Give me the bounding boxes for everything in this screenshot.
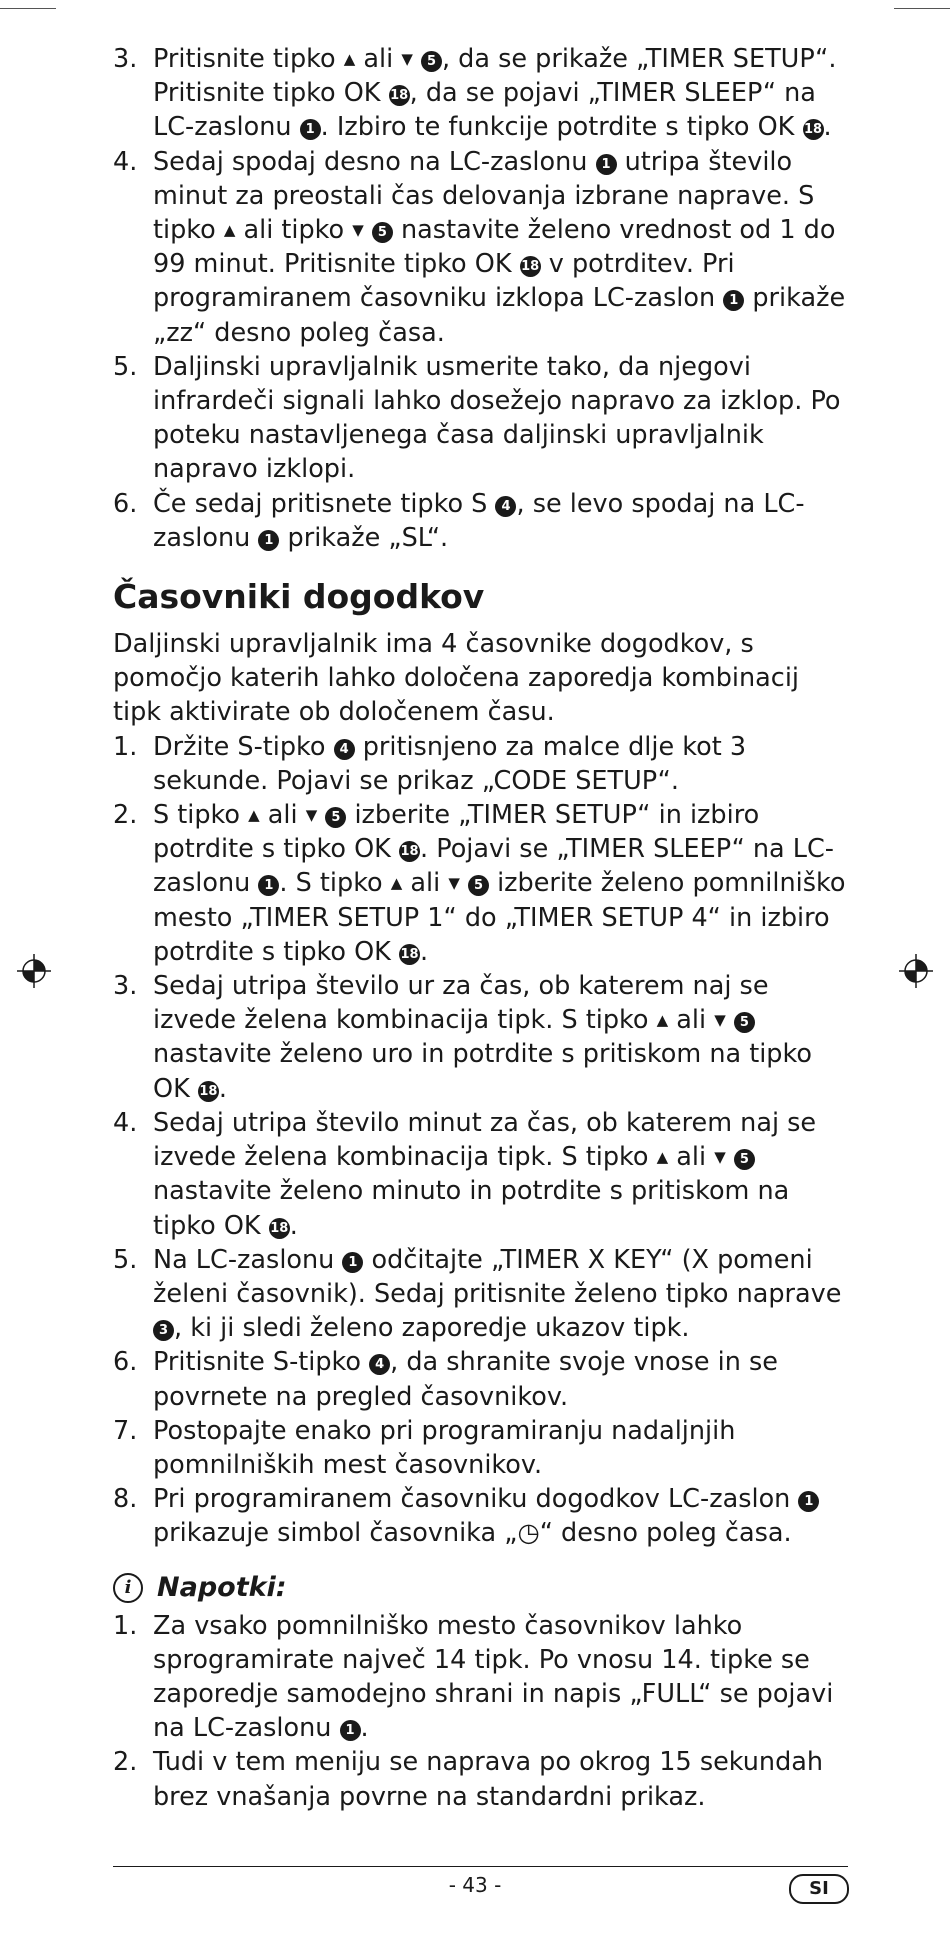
notes-heading (113, 1571, 848, 1605)
text-segment: , se levo spodaj na LC-zaslonu (153, 488, 805, 553)
list-item (113, 1745, 848, 1813)
text-segment (317, 800, 325, 830)
list-item-text (153, 1747, 823, 1811)
reference-number-badge: 18 (520, 256, 541, 277)
list-item-number: 3. (113, 971, 138, 1002)
text-segment: ali (259, 800, 306, 831)
reference-number-badge: 3 (153, 1320, 174, 1341)
text-segment: . S tipko (279, 868, 391, 899)
arrow-up-icon: ▲ (390, 874, 403, 893)
notes-list (113, 1609, 848, 1814)
list-item-text (153, 147, 845, 348)
list-item-text (153, 1347, 778, 1411)
timer-sleep-steps-list (113, 42, 848, 555)
text-segment: nastavite želeno uro in potrdite s pritiskom na tipko OK (153, 1039, 812, 1104)
text-segment: Sedaj spodaj desno na LC-zaslonu (153, 146, 596, 177)
list-item-text (153, 489, 805, 553)
arrow-down-icon: ▼ (448, 874, 460, 893)
text-segment (364, 215, 372, 245)
arrow-up-icon: ▲ (223, 221, 236, 240)
text-segment: Postopajte enako pri programiranju nadaljnjih pomnilniških mest časovnikov. (153, 1415, 736, 1480)
text-segment: Pritisnite tipko (153, 44, 344, 74)
text-segment: Pri programiranem časovniku dogodkov LC-zaslon (153, 1484, 799, 1515)
reference-number-badge: 4 (369, 1354, 390, 1375)
list-item-text (153, 1484, 819, 1548)
text-segment: Sedaj utripa število ur za čas, ob katerem naj se izvede želena kombinacija tipk. S tipko (153, 971, 769, 1036)
list-item-text (153, 971, 812, 1104)
text-segment: ali (668, 1005, 715, 1036)
reference-number-badge: 18 (803, 119, 824, 140)
reference-number-badge: 18 (399, 944, 420, 965)
registration-mark-left-icon (17, 954, 51, 988)
reference-number-badge: 5 (421, 51, 442, 72)
text-segment: Za vsako pomnilniško mesto časovnikov lahko sprogramirate največ 14 tipk. Po vnosu 14. tipke se zaporedje samodejno shrani in napis „FULL“ se pojavi na LC-zaslonu (153, 1610, 834, 1744)
text-segment: izberite „TIMER SETUP“ in izbiro potrdite s tipko OK (153, 800, 760, 865)
list-item (113, 145, 848, 350)
list-item-number: 5. (113, 351, 138, 382)
text-segment: Na LC-zaslonu (153, 1244, 343, 1275)
arrow-down-icon: ▼ (401, 50, 413, 68)
list-item (113, 730, 848, 798)
text-segment: nastavite želeno minuto in potrdite s pritiskom na tipko OK (153, 1176, 790, 1241)
list-item (113, 487, 848, 555)
reference-number-badge: 4 (334, 739, 355, 760)
list-item (113, 42, 848, 145)
arrow-up-icon: ▲ (248, 806, 260, 825)
text-segment: Tudi v tem meniju se naprava po okrog 15 sekundah brez vnašanja povrne na standardni prikaz. (153, 1747, 824, 1812)
reference-number-badge: 4 (495, 496, 516, 517)
text-segment: . (420, 936, 429, 967)
arrow-up-icon: ▲ (343, 50, 356, 68)
text-segment: prikazuje simbol časovnika „ (153, 1518, 518, 1549)
list-item-text (153, 732, 746, 796)
text-segment: , da se pojavi „TIMER SLEEP“ na LC-zaslonu (153, 78, 816, 143)
text-segment: , da shranite svoje vnose in se povrnete na pregled časovnikov. (153, 1347, 778, 1412)
reference-number-badge: 1 (258, 530, 279, 551)
list-item-number: 5. (113, 1244, 138, 1275)
text-segment: Daljinski upravljalnik usmerite tako, da njegovi infrardeči signali lahko dosežejo napravo za izklop. Po poteku nastavljenega časa daljinski upravljalnik napravo izklopi. (153, 351, 841, 485)
text-segment: pritisnjeno za malce dlje kot 3 sekunde. Pojavi se prikaz „CODE SETUP“. (153, 731, 747, 796)
text-segment: , ki ji sledi želeno zaporedje ukazov tipk. (174, 1313, 690, 1344)
text-segment (726, 1142, 734, 1172)
text-segment: ali (355, 44, 402, 74)
list-item-text (153, 1245, 841, 1343)
text-segment: Pritisnite S-tipko (153, 1347, 370, 1378)
reference-number-badge: 1 (340, 1720, 361, 1741)
reference-number-badge: 1 (342, 1252, 363, 1273)
text-segment: . Pojavi se „TIMER SLEEP“ na LC-zaslonu (153, 834, 834, 899)
text-segment: prikaže „SL“. (279, 522, 449, 553)
list-item (113, 1609, 848, 1746)
list-item (113, 350, 848, 487)
page-content (113, 42, 848, 1814)
list-item-text (153, 44, 837, 142)
text-segment: odčitajte „TIMER X KEY“ (X pomeni želeni časovnik). Sedaj pritisnite želeno tipko naprave (153, 1244, 842, 1309)
arrow-down-icon: ▼ (305, 806, 318, 825)
arrow-down-icon: ▼ (714, 1148, 726, 1167)
list-item-number: 1. (113, 731, 138, 762)
reference-number-badge: 1 (596, 154, 617, 175)
reference-number-badge: 18 (389, 85, 410, 106)
list-item (113, 1414, 848, 1482)
text-segment (726, 1005, 734, 1035)
registration-mark-right-icon (899, 954, 933, 988)
text-segment: . (289, 1210, 298, 1241)
text-segment: ali (668, 1142, 715, 1173)
reference-number-badge: 5 (372, 222, 393, 243)
list-item-number: 7. (113, 1415, 138, 1446)
reference-number-badge: 18 (198, 1081, 219, 1102)
reference-number-badge: 1 (300, 119, 321, 140)
reference-number-badge: 1 (798, 1491, 819, 1512)
text-segment: Če sedaj pritisnete tipko S (153, 488, 496, 519)
reference-number-badge: 5 (734, 1012, 755, 1033)
reference-number-badge: 5 (325, 807, 346, 828)
list-item-number: 3. (113, 44, 138, 74)
list-item-text (153, 800, 845, 967)
text-segment: S tipko (153, 800, 249, 831)
list-item (113, 1243, 848, 1346)
list-item (113, 1345, 848, 1413)
text-segment (413, 44, 421, 74)
page-number: - 43 - (448, 1873, 502, 1897)
text-segment: . (823, 112, 832, 143)
reference-number-badge: 1 (258, 875, 279, 896)
text-segment: . Izbiro te funkcije potrdite s tipko OK (320, 112, 803, 143)
crop-mark-top-left (0, 8, 56, 9)
language-badge: SI (789, 1874, 849, 1904)
text-segment (460, 868, 468, 898)
list-item-number: 6. (113, 488, 138, 519)
reference-number-badge: 1 (723, 290, 744, 311)
reference-number-badge: 5 (468, 875, 489, 896)
event-timer-steps-list (113, 730, 848, 1551)
text-segment: v potrditev. Pri programiranem časovniku izklopa LC-zaslon (153, 249, 735, 314)
list-item-number: 6. (113, 1347, 138, 1378)
text-segment: ali tipko (235, 215, 353, 246)
arrow-down-icon: ▼ (352, 221, 364, 240)
list-item (113, 969, 848, 1106)
text-segment: izberite želeno pomnilniško mesto „TIMER SETUP 1“ do „TIMER SETUP 4“ in izbiro potrdite s tipko OK (153, 868, 846, 967)
reference-number-badge: 18 (399, 841, 420, 862)
list-item-number: 1. (113, 1610, 138, 1641)
text-segment: . (360, 1713, 369, 1744)
list-item-text (153, 1108, 816, 1241)
text-segment: Držite S-tipko (153, 731, 334, 762)
info-icon: i (113, 1573, 143, 1603)
text-segment: utripa število minut za preostali čas delovanja izbrane naprave. S tipko (153, 146, 815, 246)
list-item-number: 2. (113, 800, 138, 831)
text-segment: Sedaj utripa število minut za čas, ob katerem naj se izvede želena kombinacija tipk. S tipko (153, 1107, 817, 1173)
list-item (113, 798, 848, 969)
text-segment: nastavite želeno vrednost od 1 do 99 minut. Pritisnite tipko OK (153, 215, 836, 280)
reference-number-badge: 18 (269, 1218, 290, 1239)
arrow-down-icon: ▼ (714, 1011, 726, 1030)
text-segment: . (218, 1073, 228, 1104)
arrow-up-icon: ▲ (656, 1148, 669, 1167)
list-item-text (153, 1611, 833, 1744)
timer-icon: ◷ (517, 1518, 540, 1549)
list-item (113, 1482, 848, 1550)
section-intro: Daljinski upravljalnik ima 4 časovnike dogodkov, s pomočjo katerih lahko določena zaporedja kombinacij tipk aktivirate ob določenem času. (113, 629, 799, 728)
list-item-number: 8. (113, 1484, 138, 1515)
footer-rule (113, 1866, 848, 1867)
section-title: Časovniki dogodkov (113, 577, 485, 617)
notes-title: Napotki: (157, 1571, 287, 1603)
arrow-up-icon: ▲ (656, 1011, 669, 1030)
list-item-text (153, 1416, 735, 1480)
crop-mark-top-right (894, 8, 950, 9)
list-item (113, 1106, 848, 1243)
text-segment: prikaže „zz“ desno poleg časa. (153, 283, 846, 348)
text-segment: “ desno poleg časa. (539, 1518, 792, 1549)
list-item-text (153, 352, 841, 485)
text-segment: ali (402, 868, 449, 899)
list-item-number: 4. (113, 146, 138, 177)
list-item-number: 2. (113, 1747, 138, 1778)
text-segment: , da se prikaže „TIMER SETUP“. Pritisnite tipko OK (153, 44, 837, 109)
reference-number-badge: 5 (734, 1149, 755, 1170)
list-item-number: 4. (113, 1107, 138, 1138)
